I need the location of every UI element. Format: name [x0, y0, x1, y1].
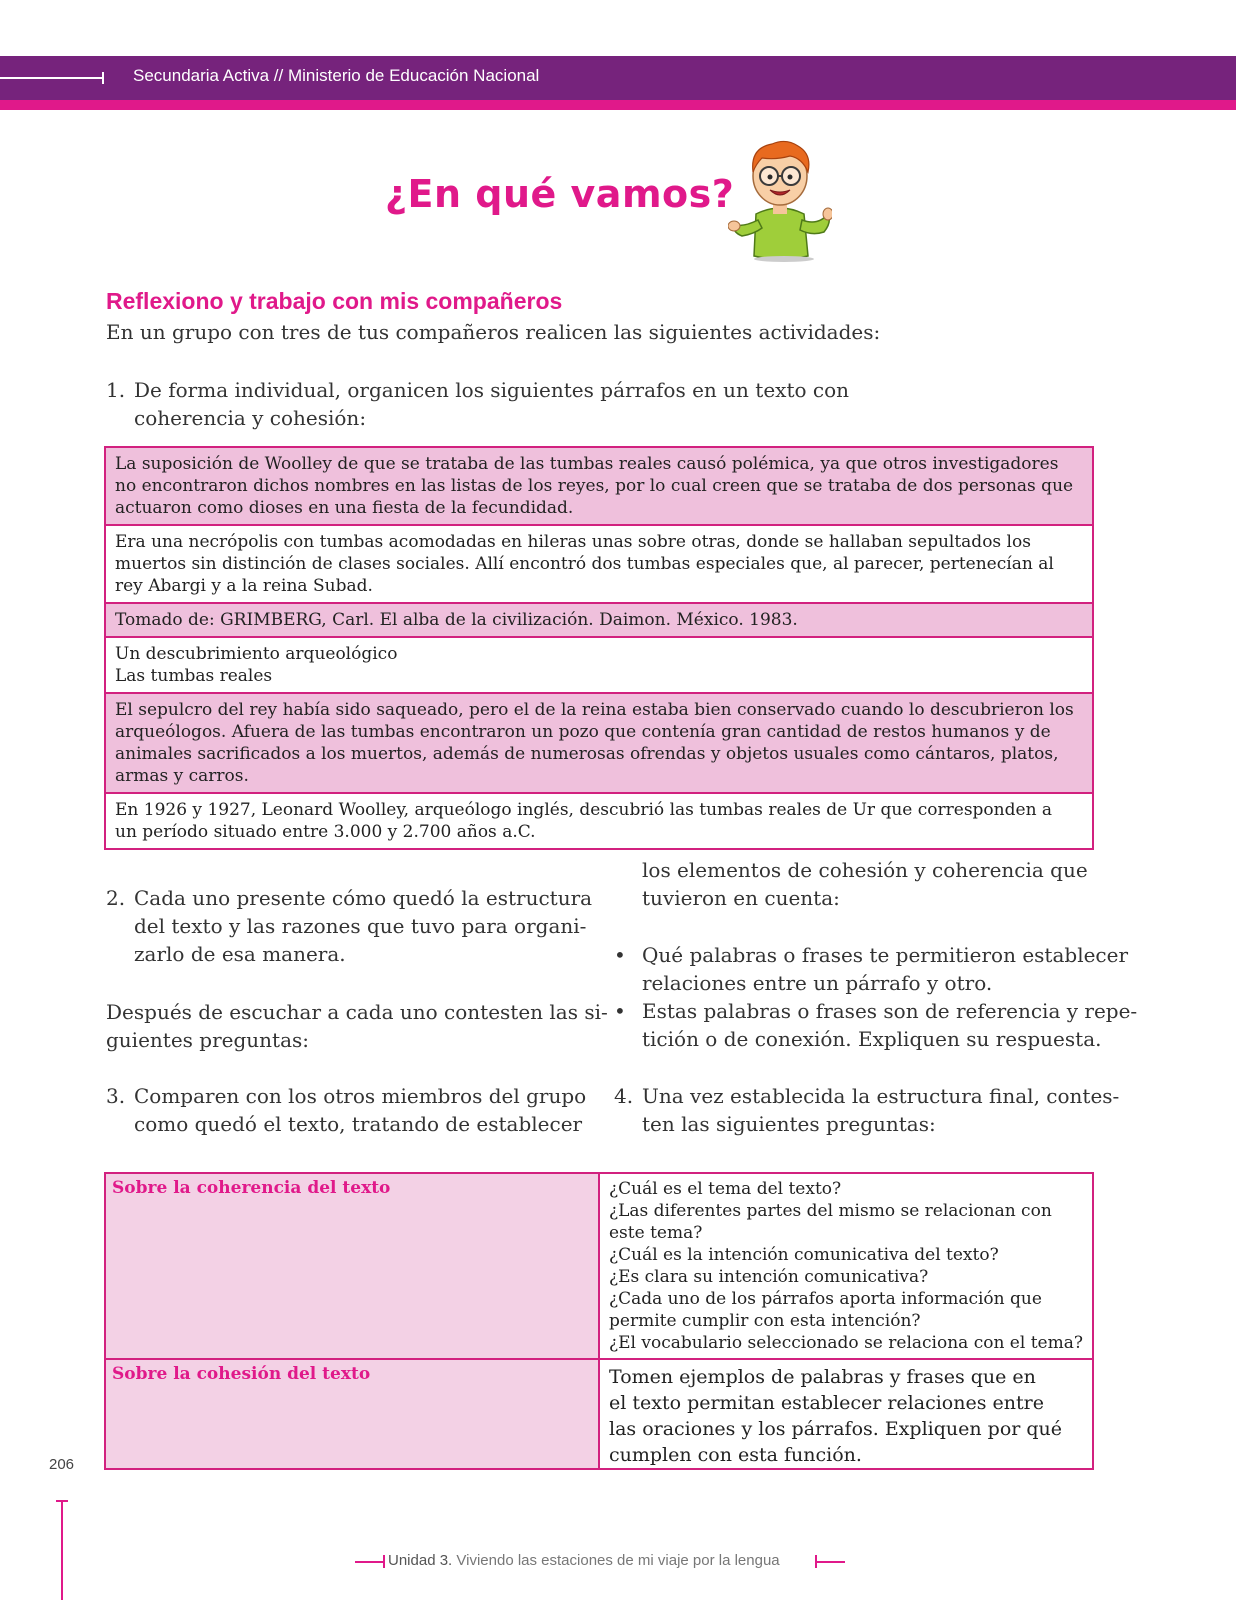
item-line: Una vez establecida la estructura final, contes- — [642, 1084, 1120, 1108]
item-number: 1. — [106, 378, 126, 402]
paragraph-row — [106, 526, 1092, 604]
header-title: Secundaria Activa // Ministerio de Educación Nacional — [133, 66, 540, 85]
footer-title: Viviendo las estaciones de mi viaje por la lengua — [456, 1552, 780, 1569]
footer — [355, 1552, 845, 1572]
bullet-icon: • — [614, 999, 626, 1023]
paragraph-line: En 1926 y 1927, Leonard Woolley, arqueólogo inglés, descubrió las tumbas reales de Ur que corresponden a — [115, 800, 1053, 820]
item-number: 2. — [106, 886, 126, 910]
text-line: Después de escuchar a cada uno contesten las si- — [106, 1000, 608, 1024]
bullet-line: Estas palabras o frases son de referencia y repe- — [642, 999, 1138, 1023]
coherence-questions-cell — [600, 1174, 1092, 1358]
paragraph-line: Un descubrimiento arqueológico — [115, 644, 398, 664]
item-3-continued — [642, 856, 1088, 912]
paragraph-line: animales sacrificados a los muertos, además de numerosas ofrendas y objetos usuales como cántaros, platos, — [115, 744, 1059, 764]
footer-line-right — [815, 1561, 845, 1563]
paragraph-row — [106, 794, 1092, 848]
item-number: 3. — [106, 1084, 126, 1108]
paragraph-line: Las tumbas reales — [115, 666, 273, 686]
bullet-item — [614, 941, 1128, 997]
paragraph-row — [106, 448, 1092, 526]
question-line: ¿Cuál es la intención comunicativa del texto? — [609, 1245, 999, 1265]
paragraph-row — [106, 694, 1092, 794]
page-number: 206 — [49, 1456, 75, 1473]
side-rule — [61, 1500, 63, 1600]
item-line: zarlo de esa manera. — [134, 942, 346, 966]
question-line: ¿Cuál es el tema del texto? — [609, 1179, 842, 1199]
question-line: permite cumplir con esta intención? — [609, 1311, 921, 1331]
footer-line-left — [355, 1561, 385, 1563]
paragraph-row — [106, 638, 1092, 694]
paragraph-row — [106, 604, 1092, 638]
instruction-line: cumplen con esta función. — [609, 1444, 862, 1466]
coherence-label-cell — [106, 1174, 600, 1358]
section-heading: Reflexiono y trabajo con mis compañeros — [106, 288, 563, 314]
cohesion-label: Sobre la cohesión del texto — [112, 1364, 371, 1384]
footer-tick-left — [383, 1555, 385, 1568]
intro-text: En un grupo con tres de tus compañeros realicen las siguientes actividades: — [106, 320, 881, 344]
paragraph-line: arqueólogos. Afuera de las tumbas encontraron un pozo que contenía gran cantidad de restos humanos y de — [115, 722, 1051, 742]
questions-table — [104, 1172, 1094, 1470]
bullet-line: tición o de conexión. Expliquen su respuesta. — [642, 1027, 1102, 1051]
header-tick — [102, 72, 104, 84]
page-title: ¿En qué vamos? — [385, 172, 735, 216]
item-1 — [106, 376, 849, 432]
text-line: tuvieron en cuenta: — [642, 886, 840, 910]
header-accent-strip — [0, 100, 1236, 110]
bullet-item — [614, 997, 1137, 1053]
footer-text — [388, 1552, 780, 1569]
item-line: ten las siguientes preguntas: — [642, 1112, 936, 1136]
instruction-line: el texto permitan establecer relaciones entre — [609, 1392, 1044, 1414]
item-4 — [614, 1082, 1119, 1138]
paragraph-line: no encontraron dichos nombres en las listas de los reyes, por lo cual creen que se trataba de dos personas que — [115, 476, 1074, 496]
mascot-boy-icon — [728, 136, 832, 262]
instruction-line: las oraciones y los párrafos. Expliquen por qué — [609, 1418, 1063, 1440]
text-line: guientes preguntas: — [106, 1028, 310, 1052]
paragraph-line: armas y carros. — [115, 766, 249, 786]
paragraph-line: Era una necrópolis con tumbas acomodadas en hileras unas sobre otras, donde se hallaban sepultados los — [115, 532, 1031, 552]
item-line: Cada uno presente cómo quedó la estructura — [134, 886, 593, 910]
instruction-line: Tomen ejemplos de palabras y frases que en — [609, 1366, 1036, 1388]
question-line: este tema? — [609, 1223, 703, 1243]
text-line: los elementos de cohesión y coherencia que — [642, 858, 1088, 882]
paragraph-line: un período situado entre 3.000 y 2.700 años a.C. — [115, 822, 536, 842]
paragraphs-table — [104, 446, 1094, 850]
item-number: 4. — [614, 1084, 634, 1108]
paragraph-line: El sepulcro del rey había sido saqueado, pero el de la reina estaba bien conservado cuando lo descubrieron los — [115, 700, 1074, 720]
item-line: coherencia y cohesión: — [134, 406, 367, 430]
question-line: ¿Cada uno de los párrafos aporta información que — [609, 1289, 1042, 1309]
cohesion-instructions-cell — [600, 1360, 1092, 1468]
item-2 — [106, 884, 592, 968]
question-line: ¿Es clara su intención comunicativa? — [609, 1267, 929, 1287]
side-rule-tick — [56, 1500, 68, 1502]
item-line: De forma individual, organicen los siguientes párrafos en un texto con — [134, 378, 849, 402]
item-line: Comparen con los otros miembros del grupo — [134, 1084, 587, 1108]
paragraph-line: actuaron como dioses en una fiesta de la fecundidad. — [115, 498, 574, 518]
bullet-icon: • — [614, 943, 626, 967]
paragraph-line: La suposición de Woolley de que se trataba de las tumbas reales causó polémica, ya que otros investigadores — [115, 454, 1059, 474]
question-line: ¿El vocabulario seleccionado se relaciona con el tema? — [609, 1333, 1083, 1353]
bullet-line: relaciones entre un párrafo y otro. — [642, 971, 993, 995]
coherence-label: Sobre la coherencia del texto — [112, 1178, 391, 1198]
item-line: como quedó el texto, tratando de establecer — [134, 1112, 583, 1136]
question-line: ¿Las diferentes partes del mismo se relacionan con — [609, 1201, 1052, 1221]
header-line — [0, 77, 104, 79]
paragraph-line: rey Abargi y a la reina Subad. — [115, 576, 373, 596]
paragraph-line: muertos sin distinción de clases sociales. Allí encontró dos tumbas especiales que, al parecer, pertenecían al — [115, 554, 1054, 574]
paragraph-line: Tomado de: GRIMBERG, Carl. El alba de la civilización. Daimon. México. 1983. — [115, 610, 798, 630]
cohesion-label-cell — [106, 1360, 600, 1468]
item-line: del texto y las razones que tuvo para organi- — [134, 914, 587, 938]
item-3 — [106, 1082, 586, 1138]
footer-unit: Unidad 3. — [388, 1552, 453, 1569]
bullet-line: Qué palabras o frases te permitieron establecer — [642, 943, 1129, 967]
after-listen-text — [106, 998, 608, 1054]
